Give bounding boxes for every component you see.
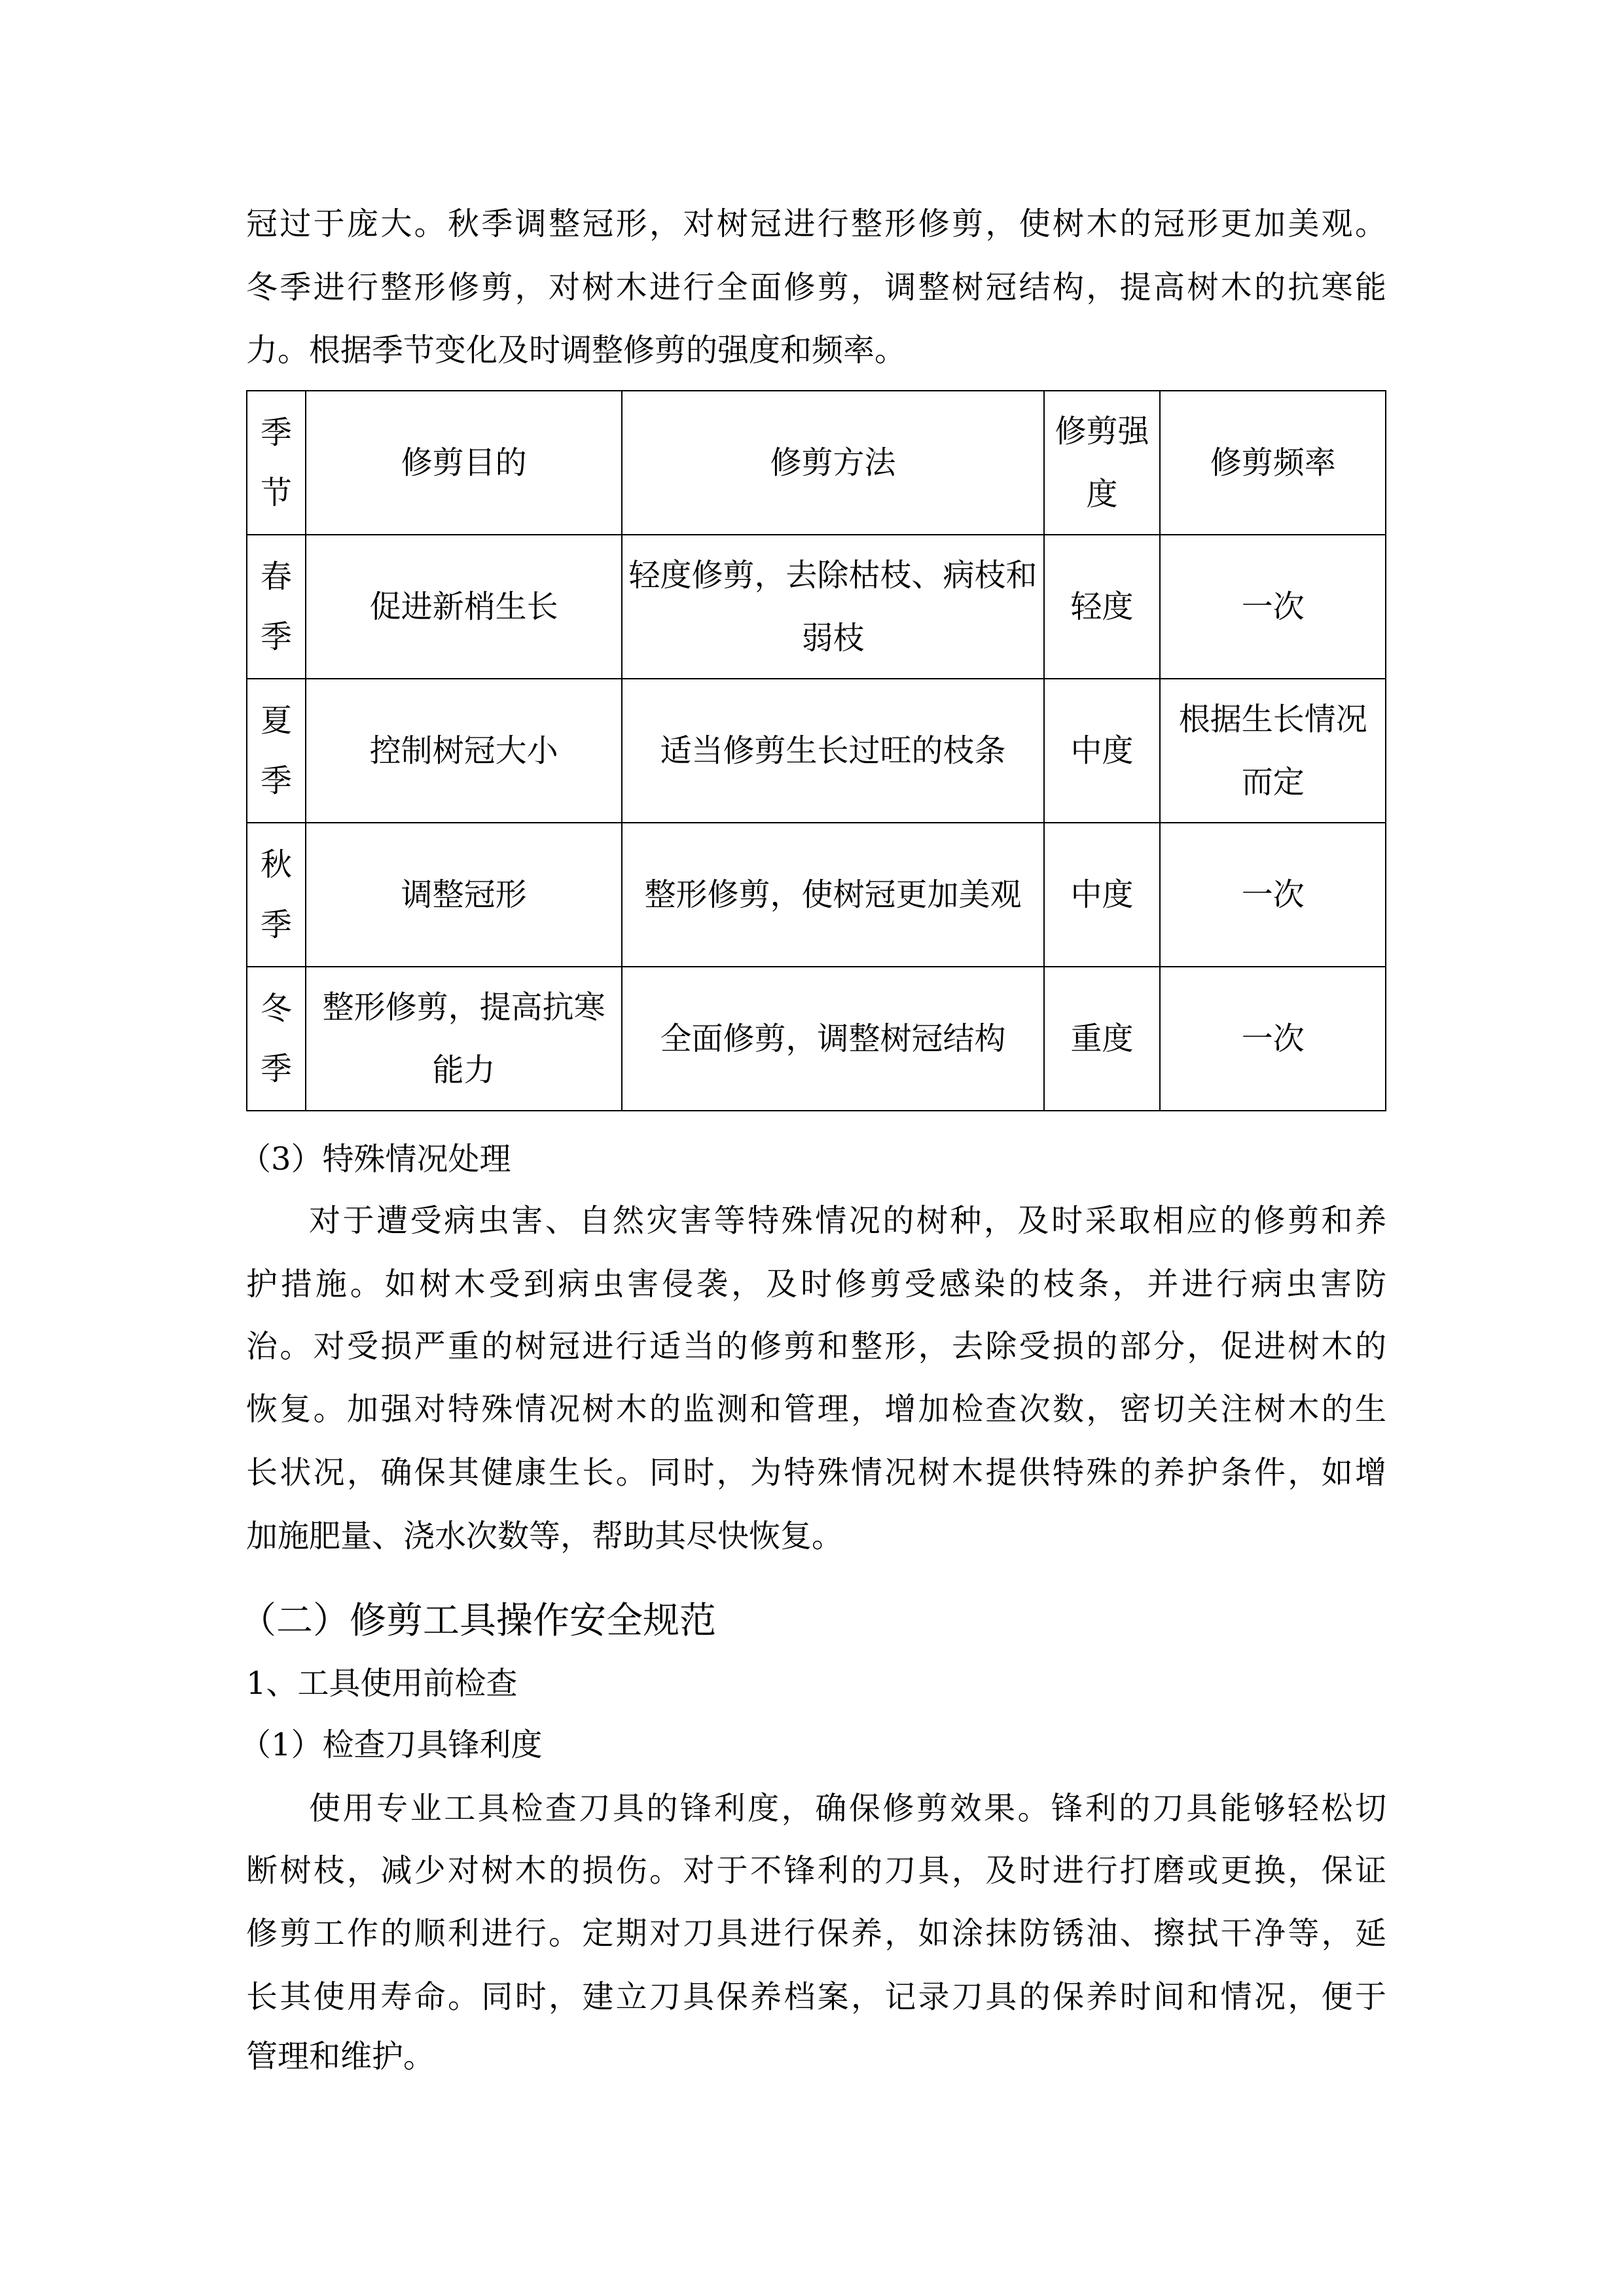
header-purpose: 修剪目的 [306, 391, 622, 535]
text-line: 护措施。如树木受到病虫害侵袭，及时修剪受感染的枝条，并进行病虫害防 [246, 1266, 1386, 1302]
text-line: 对于遭受病虫害、自然灾害等特殊情况的树种，及时采取相应的修剪和养 [309, 1202, 1386, 1239]
text-line: 加施肥量、浇水次数等，帮助其尽快恢复。 [246, 1518, 844, 1554]
cell-method: 轻度修剪，去除枯枝、病枝和弱枝 [622, 535, 1043, 679]
text-line: 治。对受损严重的树冠进行适当的修剪和整形，去除受损的部分，促进树木的 [246, 1328, 1386, 1365]
header-frequency: 修剪频率 [1160, 391, 1386, 535]
header-intensity: 修剪强度 [1044, 391, 1161, 535]
cell-season: 秋季 [247, 823, 306, 967]
section-heading: （3）特殊情况处理 [240, 1141, 511, 1177]
text-line: 冠过于庞大。秋季调整冠形，对树冠进行整形修剪，使树木的冠形更加美观。 [246, 206, 1386, 242]
cell-intensity: 中度 [1044, 679, 1161, 823]
cell-purpose: 促进新梢生长 [306, 535, 622, 679]
text-line: 长状况，确保其健康生长。同时，为特殊情况树木提供特殊的养护条件，如增 [246, 1454, 1386, 1491]
cell-method: 整形修剪，使树冠更加美观 [622, 823, 1043, 967]
header-method: 修剪方法 [622, 391, 1043, 535]
cell-purpose: 调整冠形 [306, 823, 622, 967]
table-row [247, 967, 1386, 1111]
cell-frequency: 一次 [1160, 823, 1386, 967]
cell-frequency: 一次 [1160, 535, 1386, 679]
text-line: 断树枝，减少对树木的损伤。对于不锋利的刀具，及时进行打磨或更换，保证 [246, 1852, 1386, 1889]
text-line: 长其使用寿命。同时，建立刀具保养档案，记录刀具的保养时间和情况，便于 [246, 1979, 1386, 2015]
text-line: 使用专业工具检查刀具的锋利度，确保修剪效果。锋利的刀具能够轻松切 [309, 1790, 1386, 1827]
table-row [247, 535, 1386, 679]
cell-frequency: 一次 [1160, 967, 1386, 1111]
cell-purpose: 整形修剪，提高抗寒能力 [306, 967, 622, 1111]
subsection-heading: 1、工具使用前检查 [246, 1665, 518, 1702]
header-season: 季节 [247, 391, 306, 535]
cell-intensity: 重度 [1044, 967, 1161, 1111]
cell-method: 全面修剪，调整树冠结构 [622, 967, 1043, 1111]
cell-season: 春季 [247, 535, 306, 679]
cell-purpose: 控制树冠大小 [306, 679, 622, 823]
cell-season: 夏季 [247, 679, 306, 823]
table-header-row [247, 391, 1386, 535]
cell-season: 冬季 [247, 967, 306, 1111]
cell-method: 适当修剪生长过旺的枝条 [622, 679, 1043, 823]
text-line: 冬季进行整形修剪，对树木进行全面修剪，调整树冠结构，提高树木的抗寒能 [246, 269, 1386, 306]
table-row [247, 823, 1386, 967]
cell-intensity: 轻度 [1044, 535, 1161, 679]
cell-frequency: 根据生长情况而定 [1160, 679, 1386, 823]
text-line: 修剪工作的顺利进行。定期对刀具进行保养，如涂抹防锈油、擦拭干净等，延 [246, 1915, 1386, 1952]
text-line: 恢复。加强对特殊情况树木的监测和管理，增加检查次数，密切关注树木的生 [246, 1391, 1386, 1427]
cell-intensity: 中度 [1044, 823, 1161, 967]
table-row [247, 679, 1386, 823]
text-line: 力。根据季节变化及时调整修剪的强度和频率。 [246, 332, 907, 368]
item-heading: （1）检查刀具锋利度 [240, 1727, 543, 1763]
text-line: 管理和维护。 [246, 2038, 435, 2075]
pruning-table [246, 390, 1386, 1111]
section-title: （二）修剪工具操作安全规范 [240, 1600, 716, 1642]
